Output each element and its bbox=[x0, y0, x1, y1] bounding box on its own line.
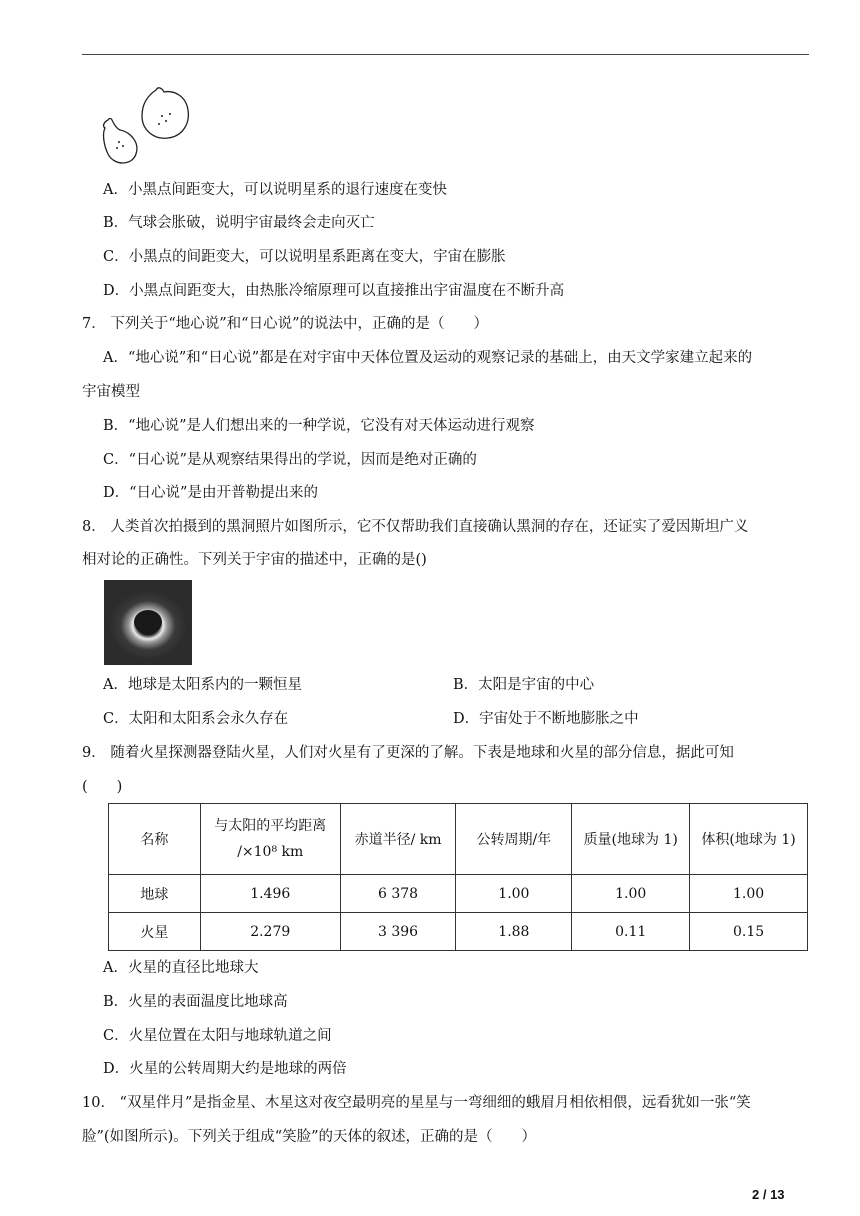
table-cell: 2.279 bbox=[200, 913, 340, 951]
table-header-row bbox=[109, 804, 808, 875]
header-mass: 质量(地球为 1) bbox=[572, 804, 690, 875]
table-cell: 1.00 bbox=[456, 875, 572, 913]
header-volume: 体积(地球为 1) bbox=[690, 804, 808, 875]
table-cell: 火星 bbox=[109, 913, 201, 951]
q7-option-b: B．“地心说”是人们想出来的一种学说，它没有对天体运动进行观察 bbox=[103, 418, 535, 434]
q6-option-b: B．气球会胀破，说明宇宙最终会走向灭亡 bbox=[103, 215, 375, 231]
q9-stem-line2: ( ) bbox=[82, 779, 123, 795]
header-radius: 赤道半径/ km bbox=[340, 804, 456, 875]
table-cell: 1.00 bbox=[572, 875, 690, 913]
header-distance bbox=[200, 804, 340, 875]
header-distance-line1: 与太阳的平均距离 bbox=[214, 818, 327, 834]
q10-stem-line1: 10． “双星伴月”是指金星、木星这对夜空最明亮的星星与一弯细细的蛾眉月相依相偎，远看犹如一张“笑 bbox=[82, 1095, 751, 1111]
balloon-figure bbox=[98, 84, 194, 168]
header-name: 名称 bbox=[109, 804, 201, 875]
table-cell: 地球 bbox=[109, 875, 201, 913]
table-row bbox=[109, 913, 808, 951]
planet-table bbox=[108, 803, 808, 951]
q6-option-c: C．小黑点的间距变大，可以说明星系距离在变大，宇宙在膨胀 bbox=[103, 249, 506, 265]
header-distance-line2: /×10⁸ km bbox=[237, 844, 304, 860]
q9-option-c: C．火星位置在太阳与地球轨道之间 bbox=[103, 1028, 332, 1044]
table-cell: 0.11 bbox=[572, 913, 690, 951]
page-number: 2 / 13 bbox=[752, 1187, 785, 1202]
q10-stem-line2: 脸”(如图所示)。下列关于组成“笑脸”的天体的叙述，正确的是（ ） bbox=[82, 1129, 537, 1145]
q6-option-a: A．小黑点间距变大，可以说明星系的退行速度在变快 bbox=[103, 182, 447, 198]
black-hole-photo bbox=[104, 580, 192, 665]
q8-stem-line2: 相对论的正确性。下列关于宇宙的描述中，正确的是() bbox=[82, 552, 427, 568]
q9-option-a: A．火星的直径比地球大 bbox=[103, 960, 259, 976]
q7-option-a: A．“地心说”和“日心说”都是在对宇宙中天体位置及运动的观察记录的基础上，由天文学家建立起来的 bbox=[103, 350, 753, 366]
table-cell: 6 378 bbox=[340, 875, 456, 913]
q8-option-d: D．宇宙处于不断地膨胀之中 bbox=[453, 711, 639, 727]
table-cell: 0.15 bbox=[690, 913, 808, 951]
q7-stem: 7． 下列关于“地心说”和“日心说”的说法中，正确的是（ ） bbox=[82, 316, 488, 332]
q9-stem-line1: 9． 随着火星探测器登陆火星，人们对火星有了更深的了解。下表是地球和火星的部分信息，据此可知 bbox=[82, 745, 734, 761]
q7-option-c: C．“日心说”是从观察结果得出的学说，因而是绝对正确的 bbox=[103, 452, 477, 468]
q9-option-d: D．火星的公转周期大约是地球的两倍 bbox=[103, 1061, 347, 1077]
table-cell: 3 396 bbox=[340, 913, 456, 951]
q9-option-b: B．火星的表面温度比地球高 bbox=[103, 994, 288, 1010]
header-rule bbox=[82, 54, 809, 55]
q8-option-c: C．太阳和太阳系会永久存在 bbox=[103, 711, 289, 727]
table-cell: 1.88 bbox=[456, 913, 572, 951]
q7-option-a-cont: 宇宙模型 bbox=[82, 384, 140, 400]
table-cell: 1.00 bbox=[690, 875, 808, 913]
q8-stem-line1: 8． 人类首次拍摄到的黑洞照片如图所示，它不仅帮助我们直接确认黑洞的存在，还证实了爱因斯坦广义 bbox=[82, 519, 749, 535]
q8-option-b: B．太阳是宇宙的中心 bbox=[453, 677, 595, 693]
table-cell: 1.496 bbox=[200, 875, 340, 913]
header-period: 公转周期/年 bbox=[456, 804, 572, 875]
q8-option-a: A．地球是太阳系内的一颗恒星 bbox=[103, 677, 302, 693]
q7-option-d: D．“日心说”是由开普勒提出来的 bbox=[103, 485, 318, 501]
q6-option-d: D．小黑点间距变大，由热胀冷缩原理可以直接推出宇宙温度在不断升高 bbox=[103, 283, 565, 299]
table-row bbox=[109, 875, 808, 913]
